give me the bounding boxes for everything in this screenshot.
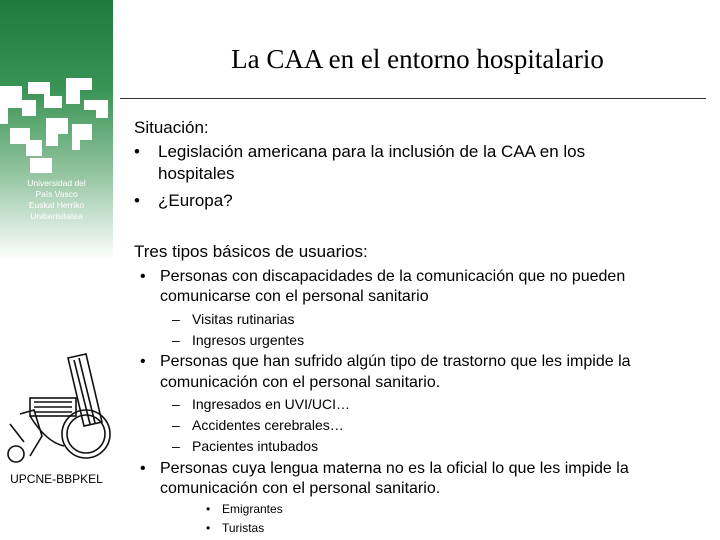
slide-title: La CAA en el entorno hospitalario [231,44,604,74]
university-line: País Vasco [35,189,78,199]
dash-marker: – [172,396,180,412]
list-item: Ingresados en UVI/UCI… [192,396,350,412]
list-item: Personas con discapacidades de la comunicación que no pueden [160,268,626,285]
list-item: hospitales [158,164,235,183]
list-item [172,415,180,435]
list-item: comunicación con el personal sanitario. [160,374,441,391]
list-item [140,267,146,287]
list-item: Personas cuya lengua materna no es la oficial lo que les impide la [160,460,629,477]
list-item: Ingresos urgentes [192,332,305,348]
list-item [172,436,180,456]
project-caption: UPCNE-BBPKEL [10,472,103,486]
list-item: Pacientes intubados [192,438,319,454]
bullet-marker: • [134,191,140,210]
list-item: ¿Europa? [158,191,233,210]
list-item [206,520,210,536]
list-item [172,330,180,350]
list-item: Visitas rutinarias [192,311,295,327]
list-item [172,394,180,414]
bullet-marker: • [140,268,146,285]
list-item [134,190,140,212]
list-item [134,141,140,163]
list-item: comunicarse con el personal sanitario [160,288,429,305]
list-item [140,459,146,479]
university-line: Euskal Herriko [28,200,85,210]
wheelchair-communication-icon [0,350,113,470]
list-item: Accidentes cerebrales… [192,417,344,433]
bullet-marker: • [140,353,146,370]
list-item: Emigrantes [222,502,283,516]
sidebar-panel [0,0,113,540]
list-item [140,352,146,372]
list-item: comunicación con el personal sanitario. [160,480,441,497]
dash-marker: – [172,417,180,433]
bullet-marker: • [206,502,211,516]
bullet-marker: • [140,460,146,477]
university-line: Unibertsitatea [30,211,83,221]
list-item: Personas que han sufrido algún tipo de trastorno que les impide la [160,353,631,370]
list-item [206,501,210,517]
university-logo-icon [0,78,113,173]
title-divider [120,98,706,99]
list-item [172,309,180,329]
dash-marker: – [172,311,180,327]
situacion-heading: Situación: [134,118,209,137]
university-name [0,178,113,222]
university-line: Universidad del [27,178,86,188]
list-item: Legislación americana para la inclusión de la CAA en los [158,142,586,161]
bullet-marker: • [134,142,140,161]
usuarios-heading: Tres tipos básicos de usuarios: [134,242,368,261]
dash-marker: – [172,332,180,348]
bullet-marker: • [206,521,211,535]
dash-marker: – [172,438,180,454]
list-item: Turistas [222,521,265,535]
